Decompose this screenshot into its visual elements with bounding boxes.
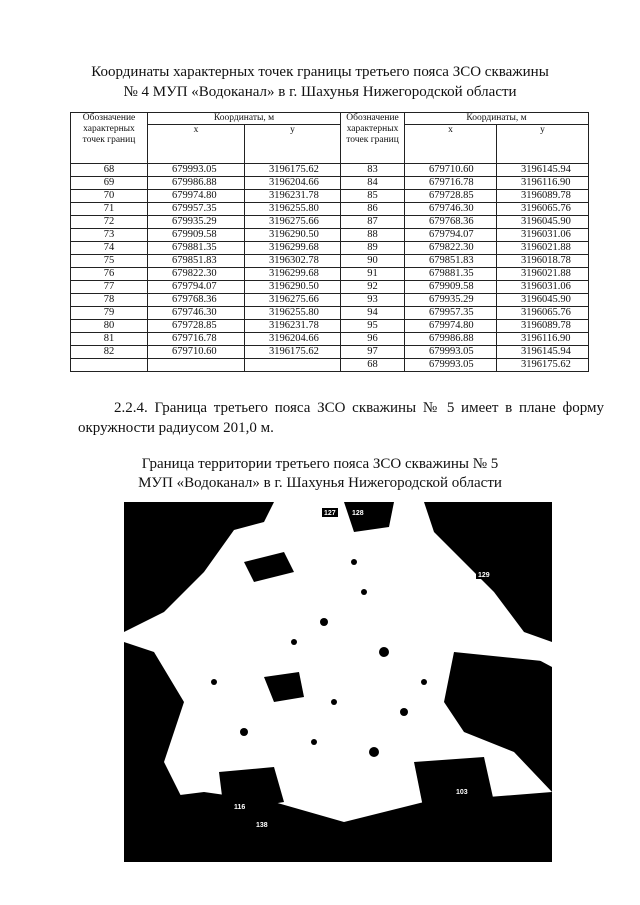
table-cell: 3196231.78 <box>245 190 341 203</box>
table-cell: 3196065.76 <box>497 307 589 320</box>
table-cell: 3196175.62 <box>497 359 589 372</box>
table-cell: 679986.88 <box>405 333 497 346</box>
table-row <box>71 346 589 359</box>
table-row <box>71 203 589 216</box>
table-cell: 80 <box>71 320 148 333</box>
table-cell: 3196299.68 <box>245 242 341 255</box>
table-cell: 3196021.88 <box>497 268 589 281</box>
aerial-map-svg <box>124 502 552 862</box>
header-y-left: y <box>245 125 341 164</box>
table-cell: 679746.30 <box>405 203 497 216</box>
table-cell: 3196302.78 <box>245 255 341 268</box>
table-row <box>71 164 589 177</box>
table-cell: 95 <box>341 320 405 333</box>
table-cell: 3196045.90 <box>497 294 589 307</box>
table-cell: 679993.05 <box>405 359 497 372</box>
map-label-129: 129 <box>478 572 490 579</box>
table-cell: 679768.36 <box>148 294 245 307</box>
map-label-128: 128 <box>352 510 364 517</box>
table-cell: 679986.88 <box>148 177 245 190</box>
table-cell: 679851.83 <box>405 255 497 268</box>
table-cell: 679974.80 <box>148 190 245 203</box>
table-cell: 3196231.78 <box>245 320 341 333</box>
table-row <box>71 242 589 255</box>
table-row <box>71 307 589 320</box>
table-cell: 3196089.78 <box>497 320 589 333</box>
table-cell: 78 <box>71 294 148 307</box>
table-cell <box>245 359 341 372</box>
table-cell: 76 <box>71 268 148 281</box>
table-cell: 679881.35 <box>148 242 245 255</box>
table-cell: 3196145.94 <box>497 164 589 177</box>
table-title-line-1: Координаты характерных точек границы третьего пояса ЗСО скважины <box>91 64 549 80</box>
table-cell: 679909.58 <box>405 281 497 294</box>
coordinates-table <box>70 112 589 372</box>
table-cell: 679768.36 <box>405 216 497 229</box>
table-cell: 69 <box>71 177 148 190</box>
table-cell: 68 <box>341 359 405 372</box>
table-cell: 3196018.78 <box>497 255 589 268</box>
table-title <box>0 62 640 102</box>
table-cell: 3196145.94 <box>497 346 589 359</box>
table-row <box>71 216 589 229</box>
table-row <box>71 268 589 281</box>
table-cell: 81 <box>71 333 148 346</box>
table-cell: 74 <box>71 242 148 255</box>
table-cell: 679957.35 <box>148 203 245 216</box>
table-row <box>71 359 589 372</box>
table-cell: 84 <box>341 177 405 190</box>
table-cell: 97 <box>341 346 405 359</box>
table-cell: 679794.07 <box>148 281 245 294</box>
map-title <box>0 455 640 493</box>
table-row <box>71 320 589 333</box>
table-cell: 96 <box>341 333 405 346</box>
table-cell: 3196175.62 <box>245 346 341 359</box>
table-cell: 679822.30 <box>405 242 497 255</box>
table-cell: 679935.29 <box>148 216 245 229</box>
table-row <box>71 229 589 242</box>
table-row <box>71 294 589 307</box>
table-cell: 3196175.62 <box>245 164 341 177</box>
table-row <box>71 255 589 268</box>
table-cell: 679710.60 <box>405 164 497 177</box>
coordinates-table-body <box>71 164 589 372</box>
table-cell: 3196031.06 <box>497 281 589 294</box>
table-cell: 3196275.66 <box>245 294 341 307</box>
table-row <box>71 190 589 203</box>
table-cell: 3196290.50 <box>245 229 341 242</box>
map-label-138: 138 <box>256 822 268 829</box>
table-cell: 68 <box>71 164 148 177</box>
table-cell: 71 <box>71 203 148 216</box>
table-cell: 3196116.90 <box>497 177 589 190</box>
table-cell: 679716.78 <box>148 333 245 346</box>
table-cell: 77 <box>71 281 148 294</box>
table-cell: 679909.58 <box>148 229 245 242</box>
table-cell: 3196255.80 <box>245 307 341 320</box>
table-cell: 72 <box>71 216 148 229</box>
table-cell: 82 <box>71 346 148 359</box>
table-row <box>71 281 589 294</box>
table-cell: 3196021.88 <box>497 242 589 255</box>
table-cell: 679851.83 <box>148 255 245 268</box>
table-cell: 85 <box>341 190 405 203</box>
section-paragraph <box>78 398 604 438</box>
table-cell: 3196299.68 <box>245 268 341 281</box>
table-cell: 3196275.66 <box>245 216 341 229</box>
table-cell: 3196065.76 <box>497 203 589 216</box>
table-cell: 3196045.90 <box>497 216 589 229</box>
header-coords-left: Координаты, м <box>148 113 341 125</box>
table-cell: 90 <box>341 255 405 268</box>
table-cell: 679957.35 <box>405 307 497 320</box>
section-paragraph-text: 2.2.4. Граница третьего пояса ЗСО скважины № 5 имеет в плане форму окружности радиусом 201,0 м. <box>78 400 604 436</box>
table-cell: 679728.85 <box>148 320 245 333</box>
table-title-line-2: № 4 МУП «Водоканал» в г. Шахунья Нижегородской области <box>123 84 517 100</box>
table-cell: 679822.30 <box>148 268 245 281</box>
aerial-map-image <box>124 502 552 862</box>
header-x-left: x <box>148 125 245 164</box>
table-row <box>71 333 589 346</box>
table-cell: 83 <box>341 164 405 177</box>
table-cell: 679710.60 <box>148 346 245 359</box>
table-cell: 73 <box>71 229 148 242</box>
table-cell: 679728.85 <box>405 190 497 203</box>
table-cell <box>148 359 245 372</box>
table-cell: 3196204.66 <box>245 177 341 190</box>
table-cell: 3196031.06 <box>497 229 589 242</box>
table-cell: 3196089.78 <box>497 190 589 203</box>
table-cell: 3196204.66 <box>245 333 341 346</box>
table-cell: 87 <box>341 216 405 229</box>
table-cell <box>71 359 148 372</box>
header-point-left: Обозначение характерных точек границ <box>71 113 148 164</box>
table-cell: 679935.29 <box>405 294 497 307</box>
map-label-116: 116 <box>234 804 246 811</box>
map-label-127: 127 <box>324 510 336 517</box>
table-cell: 679881.35 <box>405 268 497 281</box>
table-cell: 70 <box>71 190 148 203</box>
table-cell: 88 <box>341 229 405 242</box>
table-cell: 679993.05 <box>405 346 497 359</box>
table-cell: 93 <box>341 294 405 307</box>
table-cell: 89 <box>341 242 405 255</box>
table-cell: 679974.80 <box>405 320 497 333</box>
table-cell: 94 <box>341 307 405 320</box>
table-cell: 3196290.50 <box>245 281 341 294</box>
table-cell: 679794.07 <box>405 229 497 242</box>
table-cell: 92 <box>341 281 405 294</box>
table-row <box>71 177 589 190</box>
table-cell: 79 <box>71 307 148 320</box>
header-y-right: y <box>497 125 589 164</box>
header-coords-right: Координаты, м <box>405 113 589 125</box>
header-point-right: Обозначение характерных точек границ <box>341 113 405 164</box>
table-cell: 679746.30 <box>148 307 245 320</box>
map-title-line-2: МУП «Водоканал» в г. Шахунья Нижегородской области <box>138 475 502 491</box>
table-cell: 679716.78 <box>405 177 497 190</box>
map-title-line-1: Граница территории третьего пояса ЗСО скважины № 5 <box>141 456 499 472</box>
table-cell: 75 <box>71 255 148 268</box>
table-cell: 3196255.80 <box>245 203 341 216</box>
table-cell: 3196116.90 <box>497 333 589 346</box>
table-cell: 86 <box>341 203 405 216</box>
map-label-103: 103 <box>456 789 468 796</box>
header-x-right: x <box>405 125 497 164</box>
table-cell: 679993.05 <box>148 164 245 177</box>
table-cell: 91 <box>341 268 405 281</box>
